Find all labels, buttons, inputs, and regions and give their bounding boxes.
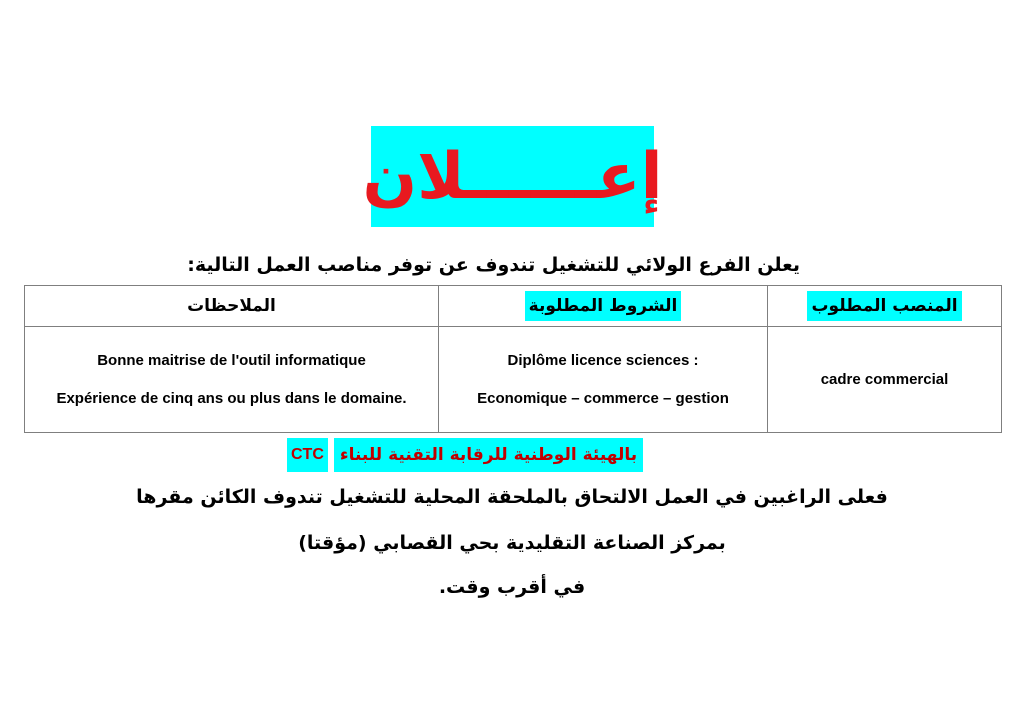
employer-line (287, 438, 643, 472)
requirements-line-1: Diplôme licence sciences : (507, 351, 699, 369)
job-positions-table (24, 285, 1002, 433)
employer-name: بالهيئة الوطنية للرقابة التقنية للبناء (334, 438, 643, 472)
employer-code: CTC (287, 438, 328, 472)
announcement-intro: يعلن الفرع الولائي للتشغيل تندوف عن توفر مناصب العمل التالية: (187, 254, 800, 276)
requirements-line-2: Economique – commerce – gestion (477, 389, 729, 407)
instructions-line-1: فعلى الراغبين في العمل الالتحاق بالملحقة المحلية للتشغيل تندوف الكائن مقرها (136, 486, 888, 508)
announcement-title-box (362, 126, 663, 227)
notes-line-2: Expérience de cinq ans ou plus dans le domaine. (56, 389, 407, 407)
header-position-cell (768, 286, 1002, 327)
header-requirements: الشروط المطلوبة (525, 291, 682, 321)
header-position: المنصب المطلوب (807, 291, 961, 321)
requirements-cell (439, 327, 768, 433)
position-cell (768, 327, 1002, 433)
header-notes-cell (25, 286, 439, 327)
instructions-line-2: بمركز الصناعة التقليدية بحي القصابي (مؤقتا) (298, 532, 726, 554)
header-requirements-cell (439, 286, 768, 327)
instructions-line-3: في أقرب وقت. (438, 576, 586, 598)
announcement-title: إعــــــلان (362, 139, 663, 214)
notes-line-1: Bonne maitrise de l'outil informatique (97, 351, 366, 369)
table-row (25, 327, 1002, 433)
table-header-row (25, 286, 1002, 327)
notes-cell (25, 327, 439, 433)
header-notes: الملاحظات (187, 296, 276, 316)
position-value: cadre commercial (820, 370, 949, 388)
